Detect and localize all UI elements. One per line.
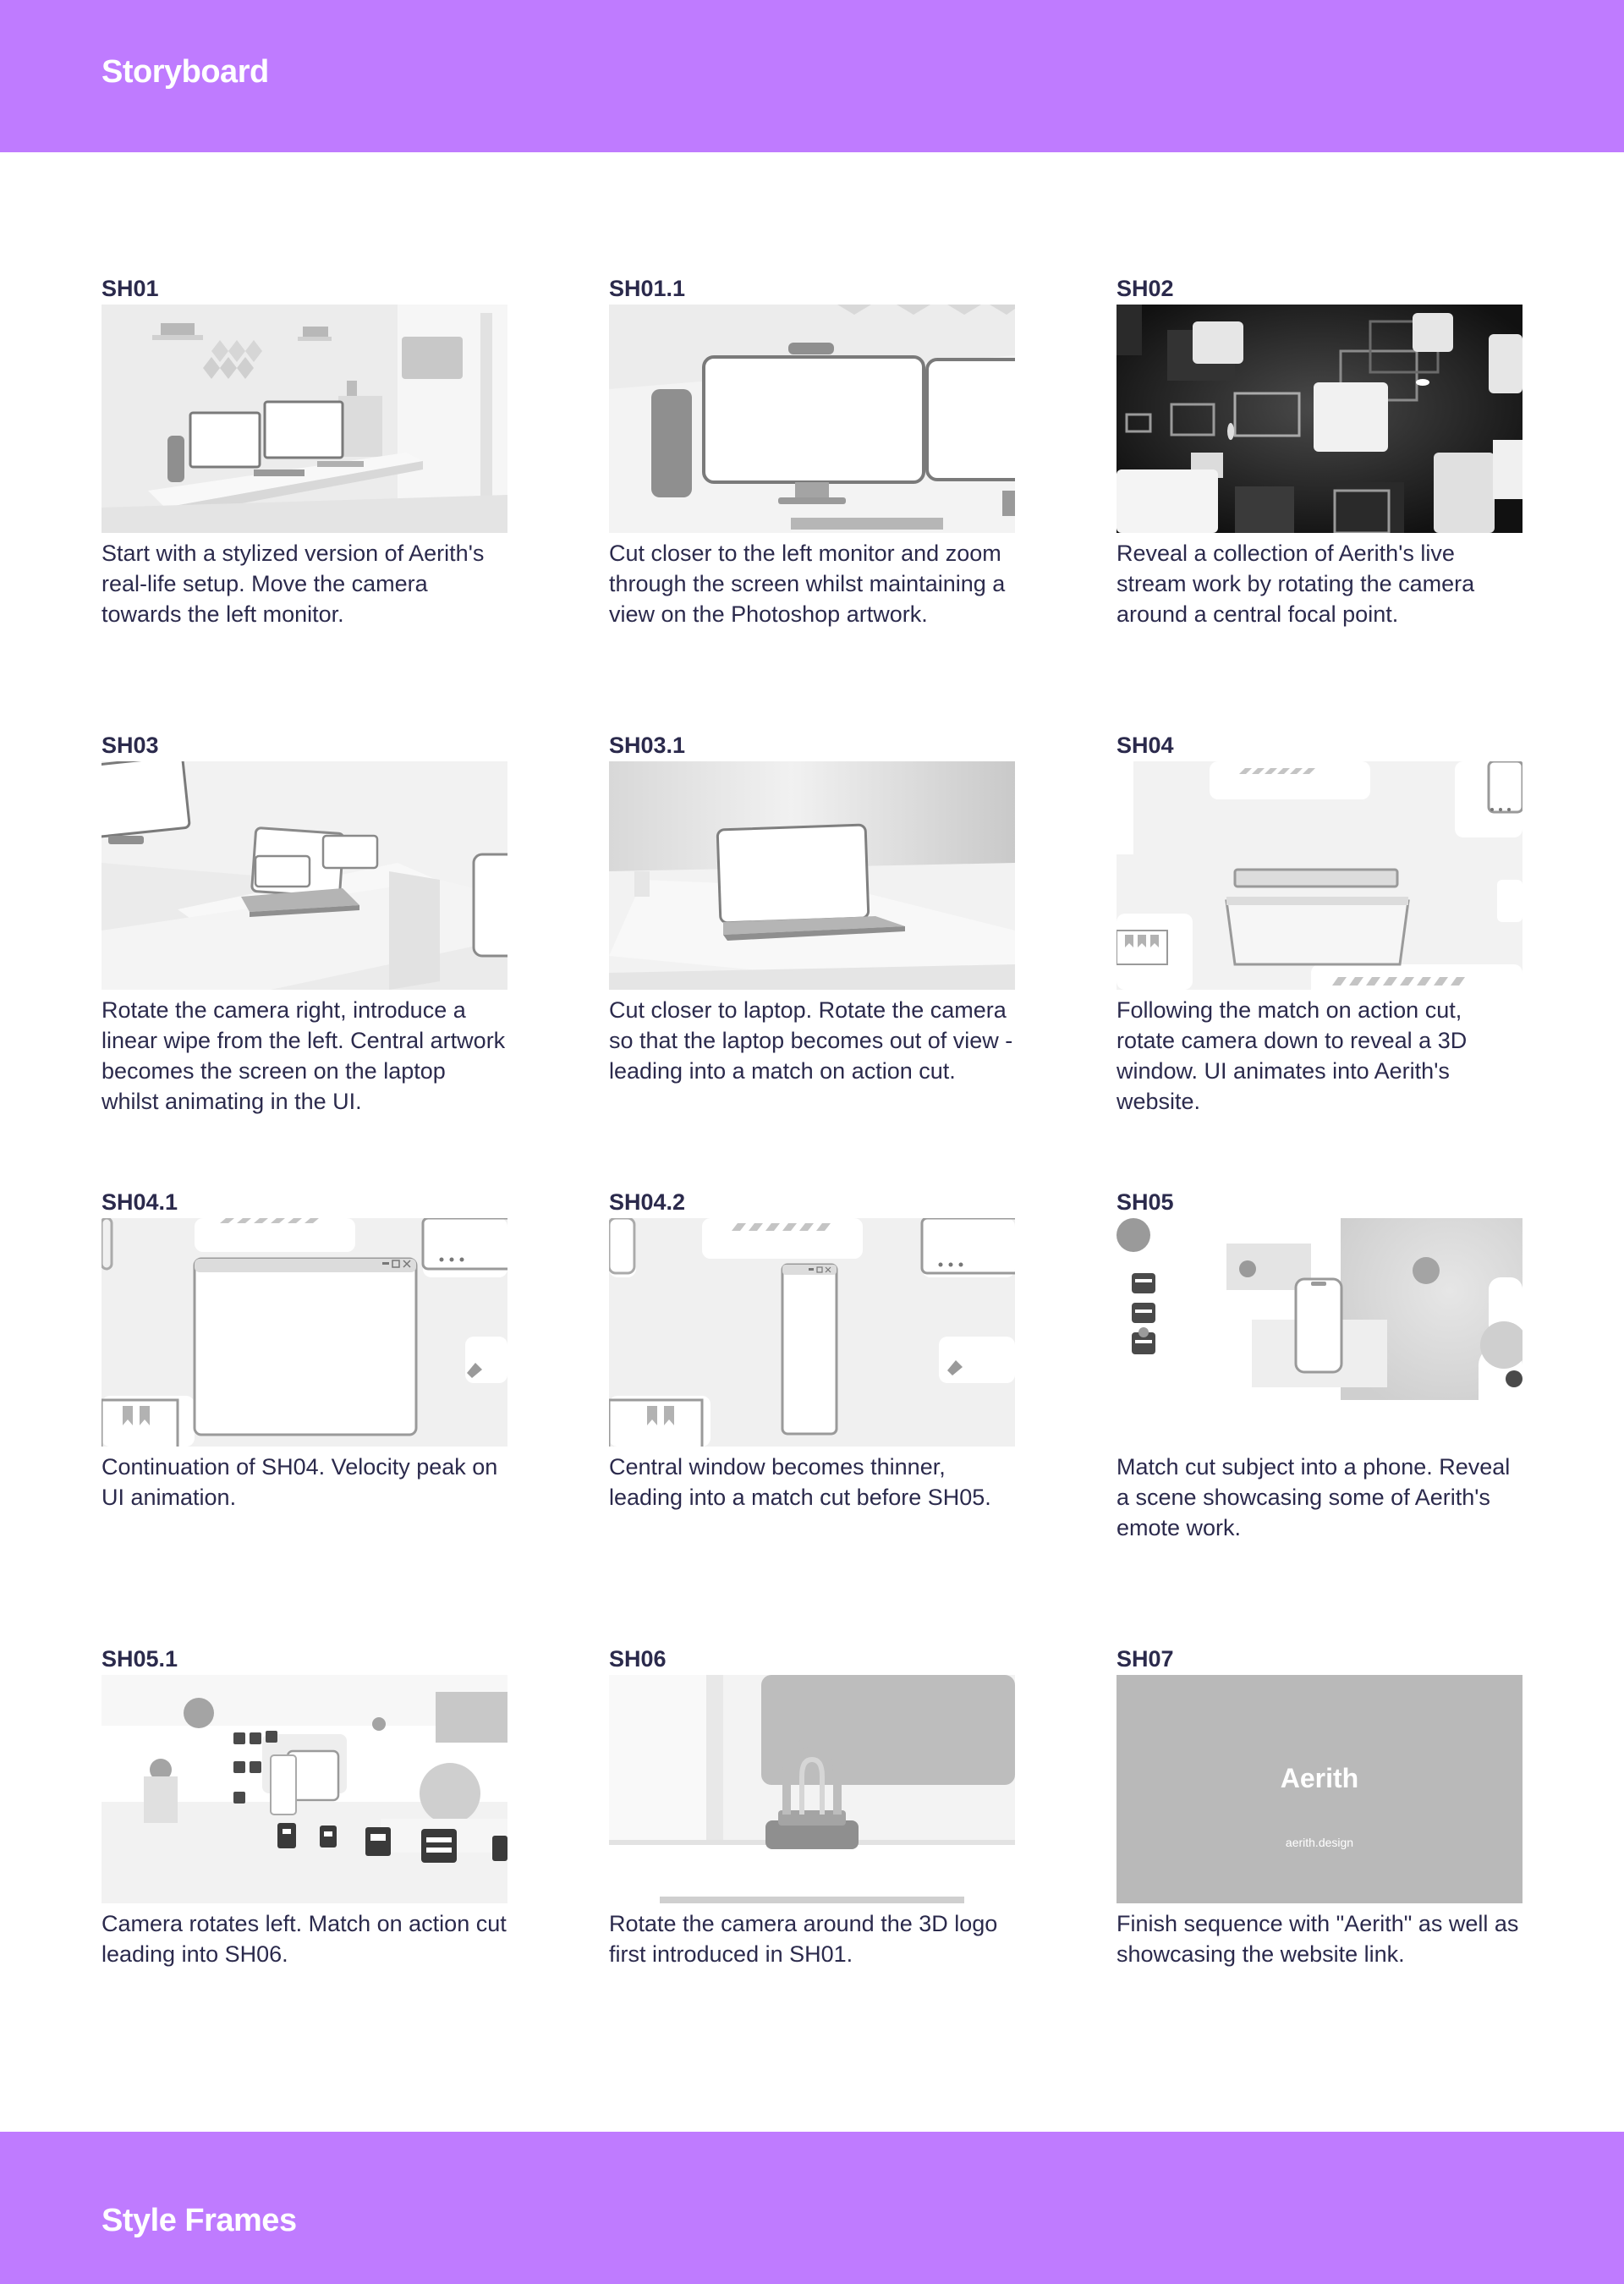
desk-setup-illustration	[102, 305, 508, 533]
laptop-desk-wipe-illustration	[102, 761, 508, 990]
shot-frame-sh01	[102, 305, 508, 533]
shot-code: SH01	[102, 276, 159, 301]
shot-code: SH03	[102, 733, 159, 758]
shot-description: Rotate the camera right, introduce a linear wipe from the left. Central artwork becomes the screen on the laptop whilst animating in the UI.	[102, 997, 506, 1114]
shot-description: Match cut subject into a phone. Reveal a scene showcasing some of Aerith's emote work.	[1116, 1454, 1511, 1540]
laptop-closeup-illustration	[609, 761, 1015, 990]
shot-description: Following the match on action cut, rotate camera down to reveal a 3D window. UI animates into Aerith's website.	[1116, 997, 1468, 1114]
emote-gallery-illustration	[102, 1675, 508, 1903]
shot-code: SH01.1	[609, 276, 686, 301]
3d-logo-illustration	[609, 1675, 1015, 1903]
shot-code: SH05	[1116, 1189, 1174, 1215]
shot-description: Rotate the camera around the 3D logo first introduced in SH01.	[609, 1911, 998, 1967]
shot-frame-sh02	[1116, 305, 1522, 533]
shot-description: Cut closer to laptop. Rotate the camera so that the laptop becomes out of view - leading into a match on action cut.	[609, 997, 1013, 1084]
footer-band	[0, 2132, 1624, 2284]
3d-window-reveal-illustration	[1116, 761, 1522, 990]
shot-card-sh03-1	[609, 729, 1015, 1186]
shot-card-sh06	[609, 1643, 1015, 2100]
phone-emote-scene-illustration	[1116, 1218, 1522, 1447]
shot-frame-sh01-1	[609, 305, 1015, 533]
header-band	[0, 0, 1624, 152]
shot-description: Central window becomes thinner, leading into a match cut before SH05.	[609, 1454, 991, 1510]
shot-code: SH06	[609, 1646, 667, 1672]
ui-animation-window-illustration	[102, 1218, 508, 1447]
shot-code: SH04.1	[102, 1189, 178, 1215]
shot-code: SH04	[1116, 733, 1174, 758]
website-link[interactable]: aerith.design	[1285, 1836, 1354, 1849]
shot-card-sh03	[102, 729, 508, 1186]
shot-card-sh04-1	[102, 1186, 508, 1643]
shot-description: Start with a stylized version of Aerith's real-life setup. Move the camera towards the left monitor.	[102, 541, 485, 627]
shot-frame-sh07	[1116, 1675, 1522, 1903]
shot-frame-sh04-1	[102, 1218, 508, 1447]
end-card-title: Aerith	[1280, 1763, 1359, 1793]
monitor-closeup-illustration	[609, 305, 1015, 533]
shot-card-sh04	[1116, 729, 1522, 1186]
shot-card-sh01-1	[609, 272, 1015, 729]
shot-card-sh05-1	[102, 1643, 508, 2100]
shot-description: Finish sequence with "Aerith" as well as showcasing the website link.	[1116, 1911, 1519, 1967]
shot-frame-sh03-1	[609, 761, 1015, 990]
shot-code: SH02	[1116, 276, 1174, 301]
shot-description: Cut closer to the left monitor and zoom through the screen whilst maintaining a view on the Photoshop artwork.	[609, 541, 1006, 627]
shot-frame-sh03	[102, 761, 508, 990]
shot-frame-sh05	[1116, 1218, 1522, 1447]
shot-card-sh07	[1116, 1643, 1522, 2100]
shot-description: Reveal a collection of Aerith's live stream work by rotating the camera around a central focal point.	[1116, 541, 1475, 627]
section-title: Style Frames	[102, 2203, 297, 2238]
page-title: Storyboard	[102, 54, 269, 90]
shot-code: SH04.2	[609, 1189, 686, 1215]
shot-frame-sh05-1	[102, 1675, 508, 1903]
thin-window-illustration	[609, 1218, 1015, 1447]
shot-code: SH05.1	[102, 1646, 178, 1672]
shot-frame-sh04	[1116, 761, 1522, 990]
floating-artwork-panels-illustration	[1116, 305, 1522, 533]
shot-card-sh01	[102, 272, 508, 729]
shot-code: SH07	[1116, 1646, 1174, 1672]
shot-card-sh05	[1116, 1186, 1522, 1643]
shot-frame-sh06	[609, 1675, 1015, 1903]
shot-card-sh04-2	[609, 1186, 1015, 1643]
shot-card-sh02	[1116, 272, 1522, 729]
shot-code: SH03.1	[609, 733, 686, 758]
shot-description: Continuation of SH04. Velocity peak on UI animation.	[102, 1454, 498, 1510]
shot-frame-sh04-2	[609, 1218, 1015, 1447]
storyboard-grid	[102, 272, 1522, 2100]
shot-description: Camera rotates left. Match on action cut leading into SH06.	[102, 1911, 507, 1967]
